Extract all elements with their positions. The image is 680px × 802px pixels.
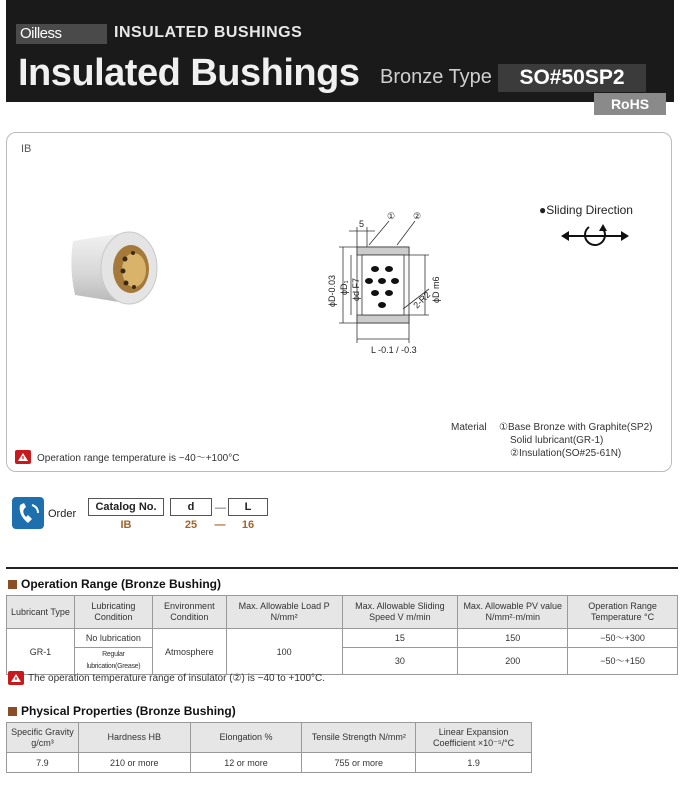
cell-speed: 15 — [342, 629, 458, 648]
material-line-3: ②Insulation(SO#25-61N) — [510, 448, 622, 459]
material-label: Material — [451, 422, 487, 433]
insulator-note — [8, 671, 325, 685]
order-header-catalog: Catalog No. — [88, 498, 164, 516]
cell-tensile: 755 or more — [302, 753, 416, 773]
dim-width: 5 — [359, 219, 365, 229]
cell-environment: Atmosphere — [152, 629, 226, 675]
cell-lubricant: GR-1 — [7, 629, 75, 675]
rotation-arrow-icon — [559, 221, 631, 251]
col-elongation: Elongation % — [190, 723, 302, 753]
table-row — [7, 629, 678, 648]
phone-order-icon — [12, 497, 44, 529]
dim-L: L -0.1 / -0.3 — [371, 345, 417, 355]
panel-code: IB — [21, 143, 32, 155]
cell-speed: 30 — [342, 648, 458, 675]
order-value-catalog: IB — [120, 519, 132, 531]
material-spec — [451, 421, 652, 460]
col-environment: Environment Condition — [152, 596, 226, 629]
operation-range-title: Operation Range (Bronze Bushing) — [8, 577, 221, 591]
material-line-1: ①Base Bronze with Graphite(SP2) — [499, 422, 653, 433]
operation-range-table — [6, 595, 678, 675]
category-subtitle: INSULATED BUSHINGS — [114, 24, 303, 41]
insulator-note-text: The operation temperature range of insulator (②) is −40 to +100°C. — [28, 672, 326, 684]
dim-D-tolerance: ϕD-0.03 — [327, 274, 337, 307]
page-title: Insulated Bushings — [18, 52, 360, 94]
physical-properties-table — [6, 722, 532, 773]
callout-2: ② — [413, 211, 422, 221]
dim-d-F7: ϕd F7 — [351, 277, 361, 301]
order-header-L: L — [228, 498, 268, 516]
section-rule — [6, 567, 678, 569]
brand-logo: Oilless — [16, 24, 107, 44]
bushing-photo — [63, 223, 163, 313]
col-lubricant-type: Lubricant Type — [7, 596, 75, 629]
material-line-2: Solid lubricant(GR-1) — [510, 435, 604, 446]
header-banner — [6, 0, 674, 102]
col-temp-range: Operation Range Temperature °C — [568, 596, 678, 629]
dim-D1: ϕD₁ — [339, 280, 349, 295]
drawing-panel — [6, 132, 672, 472]
sliding-direction-label: ●Sliding Direction — [539, 203, 633, 217]
col-lubricating-condition: Lubricating Condition — [74, 596, 152, 629]
cell-load: 100 — [226, 629, 342, 675]
order-header-dash: — — [215, 502, 226, 514]
table-row — [7, 753, 532, 773]
cell-temp: −50〜+150 — [568, 648, 678, 675]
cell-elongation: 12 or more — [190, 753, 302, 773]
dim-D-m6: ϕD m6 — [431, 276, 441, 303]
model-code: SO#50SP2 — [498, 64, 646, 92]
col-max-load: Max. Allowable Load P N/mm² — [226, 596, 342, 629]
technical-drawing — [279, 209, 459, 359]
col-max-pv: Max. Allowable PV value N/mm²·m/min — [458, 596, 568, 629]
col-specific-gravity: Specific Gravity g/cm³ — [7, 723, 79, 753]
physical-properties-title: Physical Properties (Bronze Bushing) — [8, 704, 236, 718]
cell-pv: 200 — [458, 648, 568, 675]
cell-condition: Regular lubrication(Grease) — [74, 648, 152, 675]
col-expansion: Linear Expansion Coefficient ×10⁻⁵/°C — [416, 723, 532, 753]
chamfer-label: 2-R2 — [411, 289, 433, 311]
type-label: Bronze Type — [380, 66, 492, 88]
order-value-dash: — — [214, 519, 226, 531]
callout-1: ① — [387, 211, 396, 221]
cell-expansion: 1.9 — [416, 753, 532, 773]
col-tensile: Tensile Strength N/mm² — [302, 723, 416, 753]
order-label: Order — [48, 508, 77, 520]
cell-hardness: 210 or more — [78, 753, 190, 773]
warning-icon — [15, 450, 31, 464]
cell-pv: 150 — [458, 629, 568, 648]
cell-temp: −50〜+300 — [568, 629, 678, 648]
order-value-L: 16 — [241, 519, 255, 531]
rohs-badge: RoHS — [594, 93, 666, 115]
warning-icon — [8, 671, 24, 685]
cell-specific-gravity: 7.9 — [7, 753, 79, 773]
order-header-d: d — [170, 498, 212, 516]
col-max-speed: Max. Allowable Sliding Speed V m/min — [342, 596, 458, 629]
cell-condition: No lubrication — [74, 629, 152, 648]
temperature-note — [15, 449, 239, 464]
col-hardness: Hardness HB — [78, 723, 190, 753]
temperature-note-text: Operation range temperature is −40〜+100°C — [37, 453, 240, 464]
order-value-d: 25 — [184, 519, 198, 531]
